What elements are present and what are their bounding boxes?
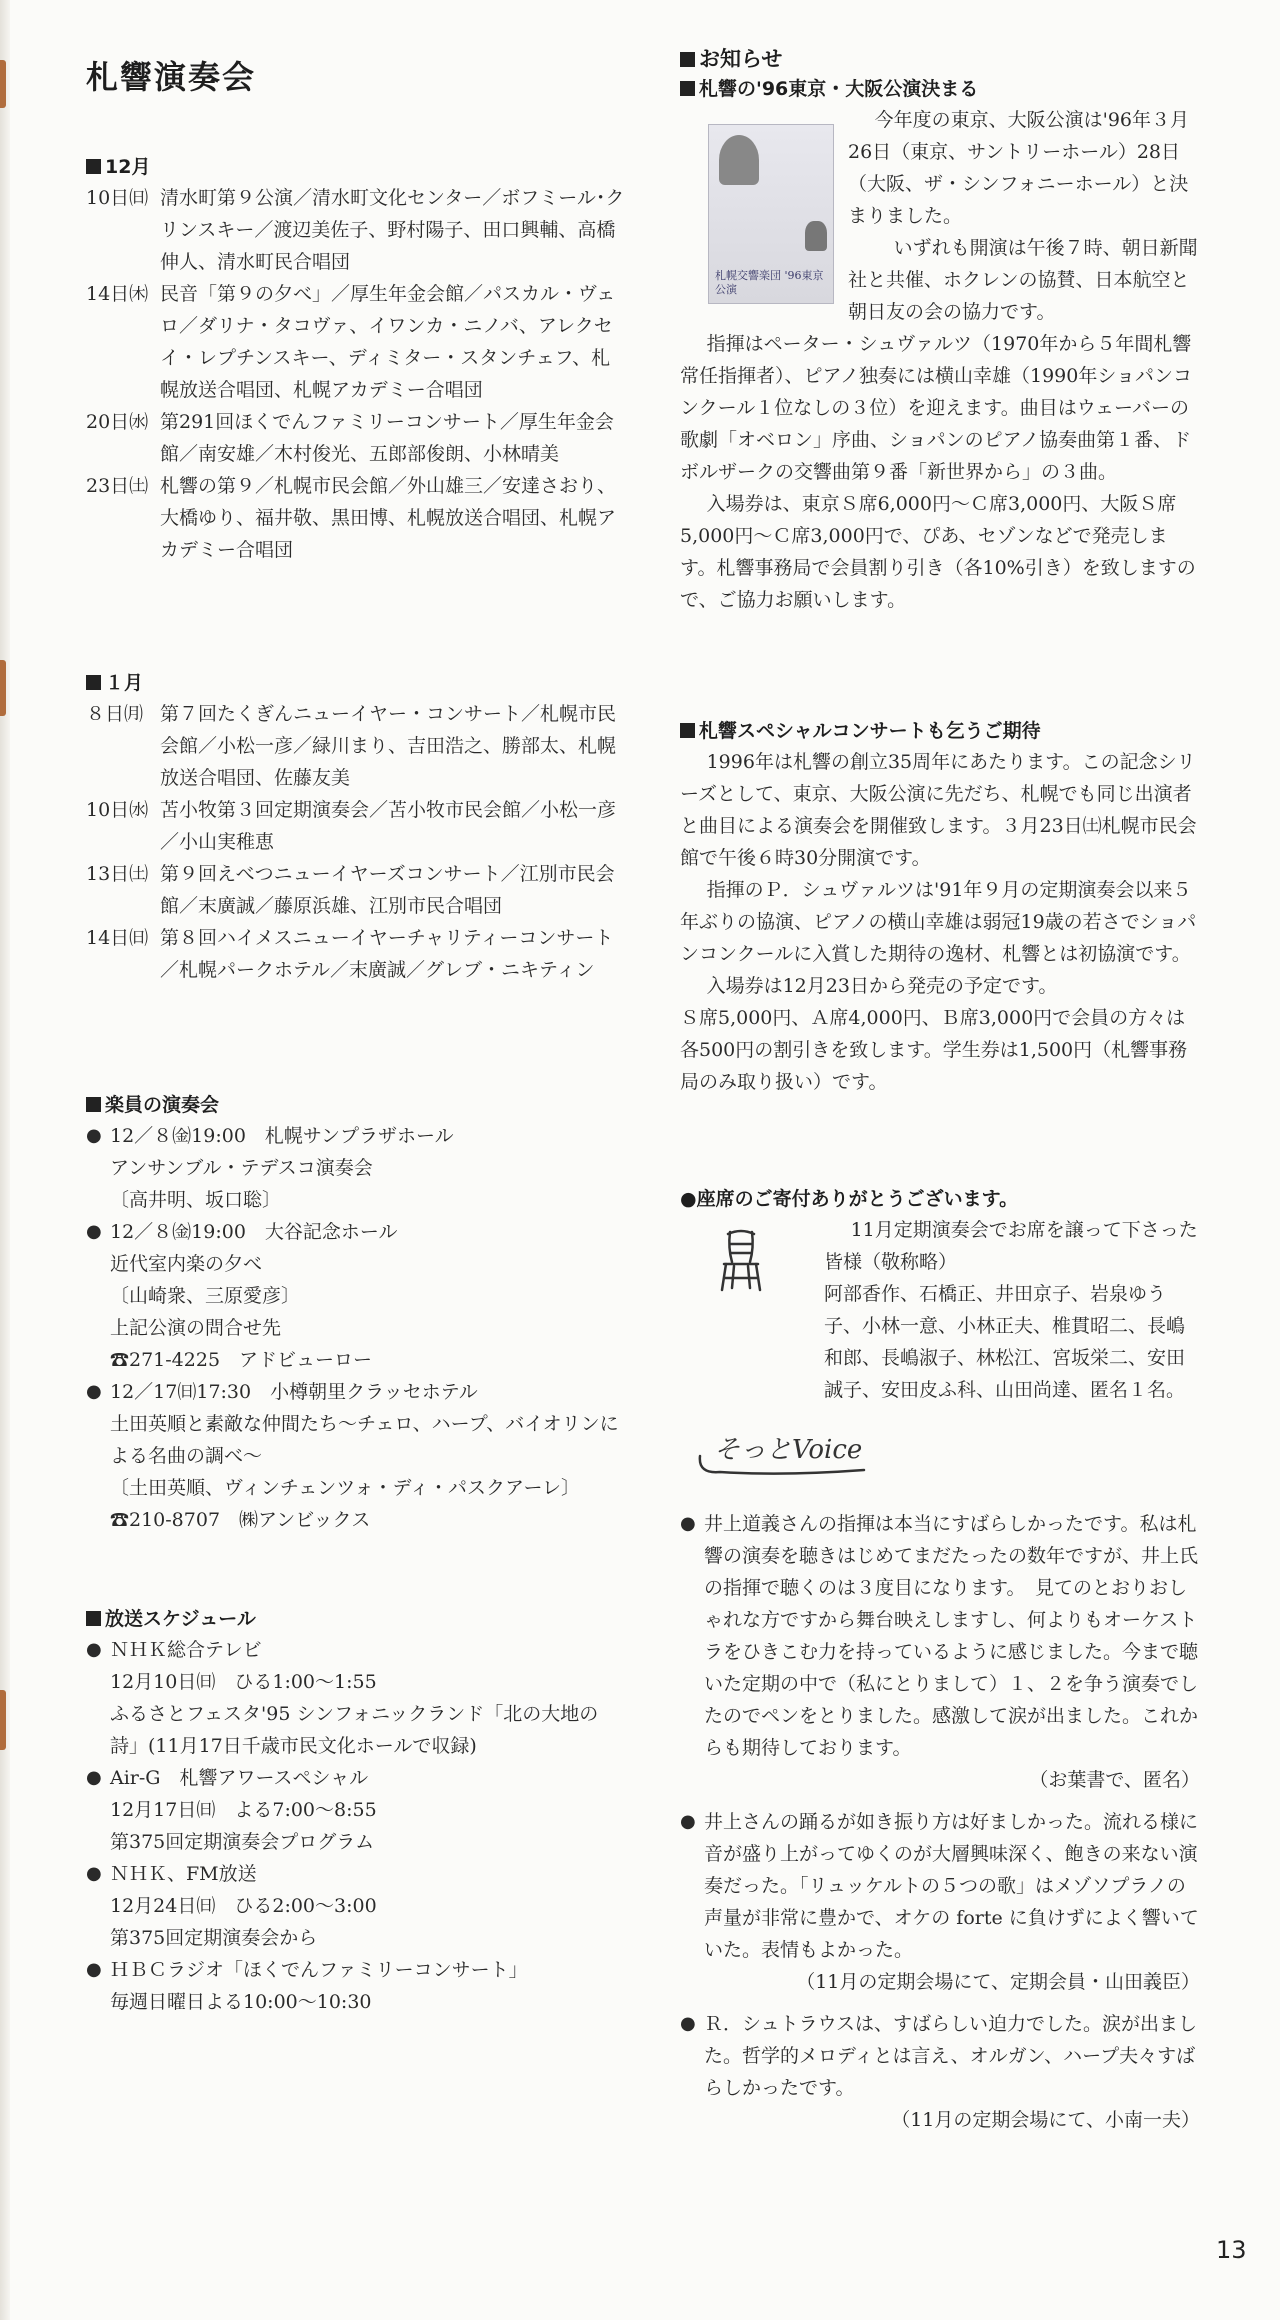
letter-signature: （11月の定期会場にて、定期会員・山田義臣） xyxy=(796,1971,1200,1993)
paragraph: 1996年は札響の創立35周年にあたります。この記念シリーズとして、東京、大阪公演に先だち、札幌でも同じ出演者と曲目による演奏会を開催致します。３月23日㈯札幌市民会館で午後６時30分開演です。 xyxy=(680,751,1197,869)
schedule-january xyxy=(86,668,626,986)
section-heading: 12月 xyxy=(86,152,626,182)
circle-bullet-icon: ● xyxy=(86,1959,102,1980)
page-number: 13 xyxy=(1216,2236,1247,2264)
square-bullet-icon xyxy=(86,159,101,174)
schedule-entry xyxy=(86,278,626,406)
schedule-text: 第291回ほくでんファミリーコンサート／厚生年金会館／南安雄／木村俊光、五郎部俊朗、小林晴美 xyxy=(160,411,614,465)
square-bullet-icon xyxy=(680,81,695,96)
schedule-entry xyxy=(86,470,626,566)
chair-icon xyxy=(716,1226,766,1292)
schedule-date: 23日㈯ xyxy=(86,475,149,497)
donor-names: 阿部香作、石橋正、井田京子、岩泉ゆう子、小林一意、小林正夫、椎貫昭二、長嶋和郎、長嶋淑子、林松江、宮坂栄二、安田誠子、安田皮ふ科、山田尚達、匿名１名。 xyxy=(824,1283,1186,1401)
notice-section xyxy=(680,44,1200,616)
list-item: ● ＮＨＫ総合テレビ 12月10日㈰ ひる1:00〜1:55 ふるさとフェスタ'95 シンフォニックランド「北の大地の詩」(11月17日千歳市民文化ホールで収録) xyxy=(86,1634,626,1762)
circle-bullet-icon: ● xyxy=(680,2013,696,2034)
section-heading: 楽員の演奏会 xyxy=(86,1090,626,1120)
schedule-text: 第８回ハイメスニューイヤーチャリティーコンサート／札幌パークホテル／末廣誠／グレブ・ニキティン xyxy=(160,927,614,981)
circle-bullet-icon: ● xyxy=(86,1639,102,1660)
section-heading: 放送スケジュール xyxy=(86,1604,626,1634)
schedule-text: 苫小牧第３回定期演奏会／苫小牧市民会館／小松一彦／小山実稚恵 xyxy=(160,799,617,853)
circle-bullet-icon: ● xyxy=(86,1767,102,1788)
schedule-text: 札響の第９／札幌市民会館／外山雄三／安達さおり、大橋ゆり、福井敬、黒田博、札幌放送合唱団、札幌アカデミー合唱団 xyxy=(160,475,617,561)
page-title: 札響演奏会 xyxy=(86,58,257,96)
page-binding-edge xyxy=(0,0,10,2320)
letter-item: ● Ｒ．シュトラウスは、すばらしい迫力でした。涙が出ました。哲学的メロディとは言え、オルガン、ハープ夫々すばらしかったです。 （11月の定期会場にて、小南一夫） xyxy=(680,2008,1200,2136)
list-item: ● ＨＢＣラジオ「ほくでんファミリーコンサート」 毎週日曜日よる10:00〜10:30 xyxy=(86,1954,626,2018)
voice-letters xyxy=(680,1508,1200,2136)
paragraph: 指揮のＰ．シュヴァルツは'91年９月の定期演奏会以来５年ぶりの協演、ピアノの横山幸雄は弱冠19歳の若さでショパンコンクールに入賞した期待の逸材、札響とは初協演です。 xyxy=(680,879,1197,965)
binding-tab-mark xyxy=(0,1690,6,1750)
schedule-date: 13日㈯ xyxy=(86,863,149,885)
letter-signature: （お葉書で、匿名） xyxy=(1029,1769,1200,1791)
schedule-text: 民音「第９の夕べ」／厚生年金会館／パスカル・ヴェロ／ダリナ・タコヴァ、イワンカ・ニノバ、アレクセイ・レプチンスキー、ディミター・スタンチェフ、札幌放送合唱団、札幌アカデミー合唱団 xyxy=(160,283,616,401)
paragraph: Ｓ席5,000円、Ａ席4,000円、Ｂ席3,000円で会員の方々は各500円の割引きを致します。学生券は1,500円（札響事務局のみ取り扱い）です。 xyxy=(680,1007,1188,1093)
section-heading: お知らせ xyxy=(680,44,1200,74)
schedule-date: 10日㈬ xyxy=(86,799,149,821)
schedule-date: 10日㈰ xyxy=(86,187,149,209)
binding-tab-mark xyxy=(0,60,6,108)
schedule-date: 20日㈬ xyxy=(86,411,149,433)
circle-bullet-icon: ● xyxy=(86,1221,102,1242)
list-item: ● 12／８㈮19:00 大谷記念ホール 近代室内楽の夕べ 〔山崎衆、三原愛彦〕 上記公演の問合せ先 ☎271-4225 アドビューロー xyxy=(86,1216,626,1376)
schedule-date: ８日㈪ xyxy=(86,703,144,725)
circle-bullet-icon: ● xyxy=(86,1863,102,1884)
schedule-entry xyxy=(86,858,626,922)
schedule-text: 第７回たくぎんニューイヤー・コンサート／札幌市民会館／小松一彦／緑川まり、吉田浩之、勝部太、札幌放送合唱団、佐藤友美 xyxy=(160,703,617,789)
section-heading: １月 xyxy=(86,668,626,698)
schedule-entry xyxy=(86,698,626,794)
seat-donation-section xyxy=(680,1184,1200,1406)
circle-bullet-icon: ● xyxy=(680,1188,697,1210)
schedule-date: 14日㈰ xyxy=(86,927,149,949)
schedule-entry xyxy=(86,794,626,858)
square-bullet-icon xyxy=(86,675,101,690)
voice-logo-text: そっとVoice xyxy=(714,1435,863,1465)
circle-bullet-icon: ● xyxy=(86,1125,102,1146)
square-bullet-icon xyxy=(680,723,695,738)
subsection-heading: ●座席のご寄付ありがとうございます。 xyxy=(680,1188,1019,1210)
paragraph: 入場券は、東京Ｓ席6,000円〜Ｃ席3,000円、大阪Ｓ席5,000円〜Ｃ席3,000円で、ぴあ、セゾンなどで発売します。札響事務局で会員割り引き（各10%引き）を致しますので、ご協力お願いします。 xyxy=(680,493,1196,611)
subsection-heading: 札響の'96東京・大阪公演決まる xyxy=(680,74,1200,104)
schedule-entry xyxy=(86,406,626,470)
special-concert-section xyxy=(680,716,1200,1098)
schedule-text: 第９回えべつニューイヤーズコンサート／江別市民会館／末廣誠／藤原浜雄、江別市民合唱団 xyxy=(160,863,615,917)
list-item: ● 12／８㈮19:00 札幌サンプラザホール アンサンブル・テデスコ演奏会 〔高井明、坂口聡〕 xyxy=(86,1120,626,1216)
schedule-entry xyxy=(86,922,626,986)
broadcast-schedule xyxy=(86,1604,626,2018)
schedule-text: 清水町第９公演／清水町文化センター／ボフミール･クリンスキー／渡辺美佐子、野村陽子、田口興輔、高橋伸人、清水町民合唱団 xyxy=(160,187,625,273)
paragraph: いずれも開演は午後７時、朝日新聞社と共催、ホクレンの協賛、日本航空と朝日友の会の協力です。 xyxy=(848,237,1198,323)
paragraph: 11月定期演奏会でお席を譲って下さった皆様（敬称略） xyxy=(824,1219,1198,1273)
letter-item: ● 井上さんの踊るが如き振り方は好ましかった。流れる様に音が盛り上がってゆくのが大層興味深く、飽きの来ない演奏だった。「リュッケルトの５つの歌」はメゾソプラノの声量が非常に豊かで、オケの forte に負けずによく響いていた。表情もよかった。 （11月の定期会場にて、定期会員・山田義臣） xyxy=(680,1806,1200,1998)
binding-tab-mark xyxy=(0,660,6,716)
subsection-heading: 札響スペシャルコンサートも乞うご期待 xyxy=(680,716,1200,746)
members-concerts xyxy=(86,1090,626,1536)
circle-bullet-icon: ● xyxy=(680,1513,696,1534)
circle-bullet-icon: ● xyxy=(680,1811,696,1832)
paragraph: 今年度の東京、大阪公演は'96年３月26日（東京、サントリーホール）28日（大阪、ザ・シンフォニーホール）と決まりました。 xyxy=(848,109,1189,227)
letter-item: ● 井上道義さんの指揮は本当にすばらしかったです。私は札響の演奏を聴きはじめてまだたったの数年ですが、井上氏の指揮で聴くのは３度目になります。 見てのとおりおしゃれな方ですから舞台映えしますし、何よりもオーケストラをひきこむ力を持っているように感じました。今まで聴いた定期の中で（私にとりまして）１、２を争う演奏でしたのでペンをとりました。感激して涙が出ました。これからも期待しております。 （お葉書で、匿名） xyxy=(680,1508,1200,1796)
flyer-caption: 札幌交響楽団 '96東京公演 xyxy=(715,269,824,296)
schedule-entry xyxy=(86,182,626,278)
circle-bullet-icon: ● xyxy=(86,1381,102,1402)
voice-logo xyxy=(694,1422,934,1480)
square-bullet-icon xyxy=(86,1097,101,1112)
paragraph: 指揮はペーター・シュヴァルツ（1970年から５年間札響常任指揮者）、ピアノ独奏には横山幸雄（1990年ショパンコンクール１位なしの３位）を迎えます。曲目はウェーバーの歌劇「オベロン」序曲、ショパンのピアノ協奏曲第１番、ドボルザークの交響曲第９番「新世界から」の３曲。 xyxy=(680,333,1192,483)
schedule-december xyxy=(86,152,626,566)
list-item: ● 12／17㈰17:30 小樽朝里クラッセホテル 土田英順と素敵な仲間たち〜チェロ、ハープ、バイオリンによる名曲の調べ〜 〔土田英順、ヴィンチェンツォ・ディ・パスクアーレ〕 ☎210-8707 ㈱アンビックス xyxy=(86,1376,626,1536)
list-item: ● Air-G 札響アワースペシャル 12月17日㈰ よる7:00〜8:55 第375回定期演奏会プログラム xyxy=(86,1762,626,1858)
list-item: ● ＮＨＫ、FM放送 12月24日㈰ ひる2:00〜3:00 第375回定期演奏会から xyxy=(86,1858,626,1954)
square-bullet-icon xyxy=(680,52,695,67)
letter-signature: （11月の定期会場にて、小南一夫） xyxy=(891,2109,1200,2131)
square-bullet-icon xyxy=(86,1611,101,1626)
tour-intro-wrap xyxy=(680,104,1200,328)
schedule-date: 14日㈭ xyxy=(86,283,149,305)
paragraph: 入場券は12月23日から発売の予定です。 xyxy=(706,975,1058,997)
